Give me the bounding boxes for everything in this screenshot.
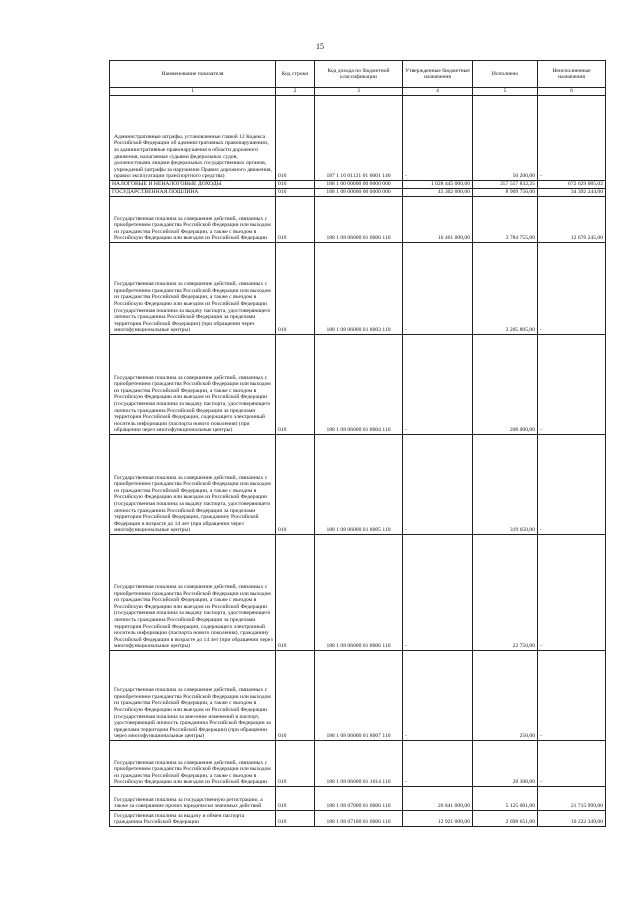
- row-code: 010: [276, 811, 315, 827]
- page-number: 15: [316, 42, 324, 51]
- table-row: [110, 741, 606, 787]
- row-code: 010: [276, 787, 315, 811]
- budget-execution-table: [109, 60, 606, 827]
- table-row: [110, 181, 606, 189]
- table-row: [110, 651, 606, 741]
- row-code: 010: [276, 651, 315, 741]
- row-executed: 3 784 755,00: [473, 197, 538, 243]
- row-approved: -: [403, 96, 473, 181]
- column-number: 6: [538, 88, 606, 96]
- column-number: 1: [110, 88, 276, 96]
- row-executed: 319 650,00: [473, 435, 538, 535]
- row-approved: -: [403, 435, 473, 535]
- row-unexecuted: -: [538, 243, 606, 335]
- row-approved: 12 921 000,00: [403, 811, 473, 827]
- row-budget-code: 188 1 00 00000 00 0000 000: [315, 181, 403, 189]
- row-approved: 1 028 445 000,00: [403, 181, 473, 189]
- row-budget-code: 187 1 16 01121 01 0001 140: [315, 96, 403, 181]
- row-name: ГОСУДАРСТВЕННАЯ ПОШЛИНА: [110, 189, 276, 197]
- row-name: Государственная пошлина за совершение действий, связанных с приобретением гражданства Российской Федерации или выходом из гражданства Российской Федерации, а также с въездом в Российскую Федерацию или выездом из Российской Федерации: [110, 741, 276, 787]
- row-budget-code: 188 1 08 06000 01 0000 110: [315, 197, 403, 243]
- row-executed: 2 698 651,00: [473, 811, 538, 827]
- row-approved: 43 302 000,00: [403, 189, 473, 197]
- column-number: 2: [276, 88, 315, 96]
- table-row: [110, 787, 606, 811]
- row-name: Государственная пошлина за совершение действий, связанных с приобретением гражданства Российской Федерации или выходом из гражданства Российской Федерации, а также с въездом в Российскую Федерацию или выездом из Российской Федерации (государственная пошлина за выдачу паспорта, удостоверяющего личность гражданина Российской Федерации за пределами территории Российской Федерации, содержащего электронный носитель информации (паспорта нового поколения) (при обращении через многофункциональные центры): [110, 335, 276, 435]
- row-executed: 357 557 832,25: [473, 181, 538, 189]
- header-approved: Утвержденные бюджетные назначения: [403, 61, 473, 88]
- row-unexecuted: -: [538, 96, 606, 181]
- row-unexecuted: 10 222 349,00: [538, 811, 606, 827]
- row-unexecuted: -: [538, 435, 606, 535]
- table-row: [110, 96, 606, 181]
- column-number: 3: [315, 88, 403, 96]
- row-name: Государственная пошлина за государственную регистрацию, а также за совершение прочих юридически значимых действий: [110, 787, 276, 811]
- row-name: Административные штрафы, установленные главой 12 Кодекса Российской Федерации об административных правонарушениях, за административные правонарушения в области дорожного движения, налагаемые судьями федеральных судов, должностными лицами федеральных государственных органов, учреждений (штрафы за нарушение Правил дорожного движения, правил эксплуатации транспортного средства): [110, 96, 276, 181]
- row-unexecuted: -: [538, 741, 606, 787]
- header-budget-code: Код дохода по бюджетной классификации: [315, 61, 403, 88]
- row-code: 010: [276, 181, 315, 189]
- row-name: Государственная пошлина за совершение действий, связанных с приобретением гражданства Российской Федерации или выходом из гражданства Российской Федерации, а также с въездом в Российскую Федерацию или выездом из Российской Федерации (государственная пошлина за выдачу паспорта, удостоверяющего личность гражданина Российской Федерации за пределами территории Российской Федерации, гражданину Российской Федерации в возрасте до 14 лет (при обращении через многофункциональные центры): [110, 435, 276, 535]
- row-executed: 208 000,00: [473, 335, 538, 435]
- row-budget-code: 188 1 08 06000 01 8003 110: [315, 243, 403, 335]
- row-unexecuted: 21 715 999,00: [538, 787, 606, 811]
- row-approved: -: [403, 535, 473, 651]
- column-number: 4: [403, 88, 473, 96]
- header-row-code: Код строки: [276, 61, 315, 88]
- row-name: Государственная пошлина за совершение действий, связанных с приобретением гражданства Российской Федерации или выходом из гражданства Российской Федерации, а также с въездом в Российскую Федерацию или выездом из Российской Федерации (государственная пошлина за выдачу паспорта, удостоверяющего личность гражданина Российской Федерации за пределами территории Российской Федерации, содержащего электронный носитель информации (паспорта нового поколения), гражданину Российской Федерации в возрасте до 14 лет (при обращении через многофункциональные центры): [110, 535, 276, 651]
- column-number-row: [110, 88, 606, 96]
- row-executed: 22 750,00: [473, 535, 538, 651]
- row-unexecuted: 672 629 085,02: [538, 181, 606, 189]
- row-executed: 8 909 756,00: [473, 189, 538, 197]
- row-approved: -: [403, 243, 473, 335]
- row-name: Государственная пошлина за совершение действий, связанных с приобретением гражданства Российской Федерации или выходом из гражданства Российской Федерации, а также с въездом в Российскую Федерацию или выездом из Российской Федерации (государственная пошлина за выдачу паспорта, удостоверяющего личность гражданина Российской Федерации за пределами территории Российской Федерации) (при обращении через многофункциональные центры): [110, 243, 276, 335]
- row-approved: -: [403, 741, 473, 787]
- row-budget-code: 188 1 08 06000 01 8004 110: [315, 335, 403, 435]
- row-name: НАЛОГОВЫЕ И НЕНАЛОГОВЫЕ ДОХОДЫ: [110, 181, 276, 189]
- row-code: 010: [276, 243, 315, 335]
- row-budget-code: 188 1 08 00000 00 0000 000: [315, 189, 403, 197]
- column-number: 5: [473, 88, 538, 96]
- table-row: [110, 335, 606, 435]
- row-name: Государственная пошлина за совершение действий, связанных с приобретением гражданства Российской Федерации или выходом из гражданства Российской Федерации, а также с въездом в Российскую Федерацию или выездом из Российской Федерации: [110, 197, 276, 243]
- row-code: 010: [276, 96, 315, 181]
- row-budget-code: 188 1 08 07100 01 0000 110: [315, 811, 403, 827]
- row-code: 010: [276, 535, 315, 651]
- table-row: [110, 435, 606, 535]
- row-unexecuted: 34 392 244,00: [538, 189, 606, 197]
- row-code: 010: [276, 335, 315, 435]
- row-executed: 5 125 001,00: [473, 787, 538, 811]
- row-executed: 3 205 805,00: [473, 243, 538, 335]
- header-indicator-name: Наименование показателя: [110, 61, 276, 88]
- table-row: [110, 535, 606, 651]
- row-approved: 26 841 000,00: [403, 787, 473, 811]
- row-budget-code: 188 1 08 06000 01 1014 110: [315, 741, 403, 787]
- header-unexecuted: Неисполненные назначения: [538, 61, 606, 88]
- row-approved: -: [403, 335, 473, 435]
- row-budget-code: 188 1 08 06000 01 8006 110: [315, 535, 403, 651]
- row-executed: 50 200,00: [473, 96, 538, 181]
- row-code: 010: [276, 197, 315, 243]
- row-approved: 16 461 000,00: [403, 197, 473, 243]
- header-executed: Исполнено: [473, 61, 538, 88]
- row-budget-code: 188 1 08 06000 01 8007 110: [315, 651, 403, 741]
- row-code: 010: [276, 189, 315, 197]
- row-code: 010: [276, 435, 315, 535]
- row-unexecuted: -: [538, 651, 606, 741]
- row-budget-code: 188 1 08 06000 01 8005 110: [315, 435, 403, 535]
- table-row: [110, 811, 606, 827]
- row-name: Государственная пошлина за совершение действий, связанных с приобретением гражданства Российской Федерации или выходом из гражданства Российской Федерации, а также с въездом в Российскую Федерацию или выездом из Российской Федерации (государственная пошлина за внесение изменений в паспорт, удостоверяющий личность гражданина Российской Федерации за пределами территории Российской Федерации) (при обращении через многофункциональные центры): [110, 651, 276, 741]
- row-approved: -: [403, 651, 473, 741]
- row-unexecuted: -: [538, 335, 606, 435]
- row-name: Государственная пошлина за выдачу и обмен паспорта гражданина Российской Федерации: [110, 811, 276, 827]
- table-header-row: [110, 61, 606, 88]
- table-row: [110, 197, 606, 243]
- table-row: [110, 189, 606, 197]
- row-executed: 250,00: [473, 651, 538, 741]
- row-executed: 28 300,00: [473, 741, 538, 787]
- row-budget-code: 188 1 08 07000 01 0000 110: [315, 787, 403, 811]
- row-unexecuted: 12 676 245,00: [538, 197, 606, 243]
- row-unexecuted: -: [538, 535, 606, 651]
- table-row: [110, 243, 606, 335]
- row-code: 010: [276, 741, 315, 787]
